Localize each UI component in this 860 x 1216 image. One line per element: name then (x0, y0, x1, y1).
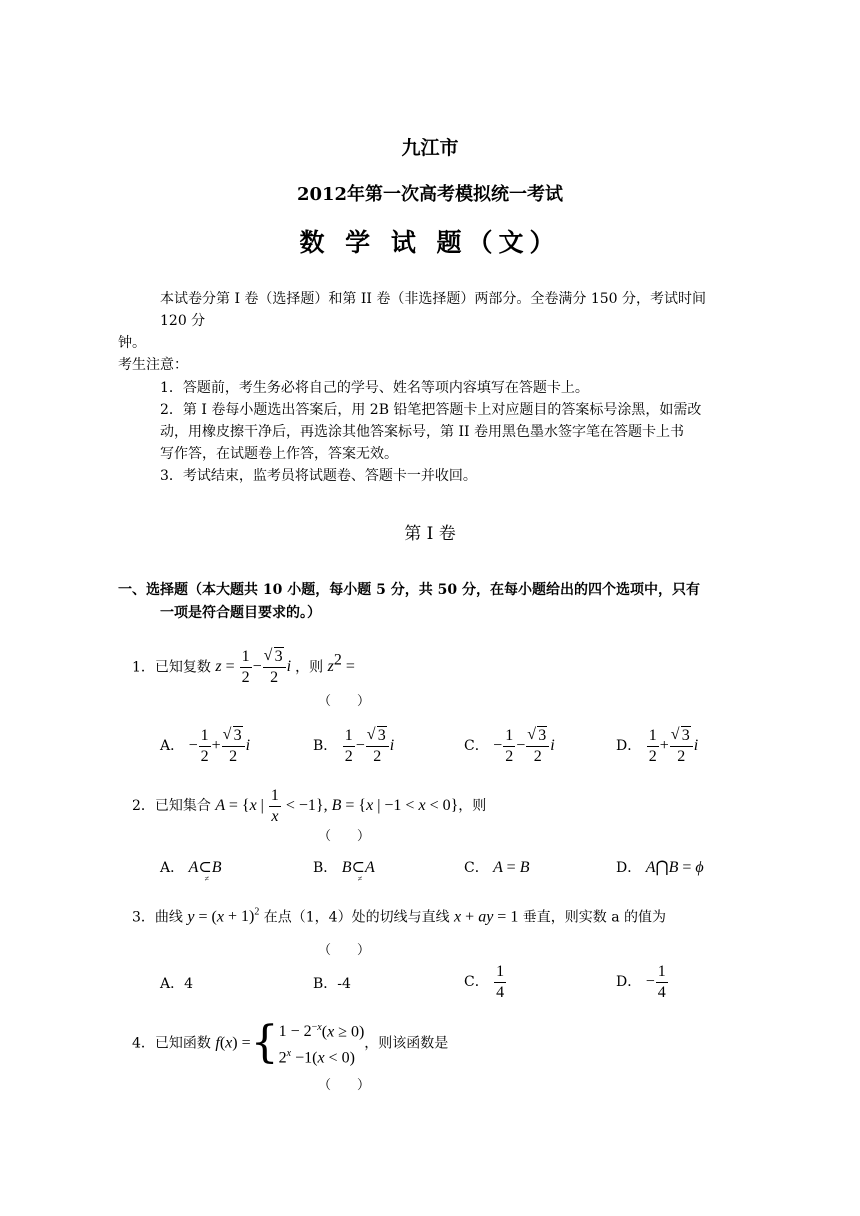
q2-suffix: ，则 (458, 798, 487, 814)
q1-option-c: C． − $\frac{1}{2}$ − √ $\frac{3}{2}$ i (464, 726, 555, 766)
q4-answer-paren: （ ） (318, 1078, 371, 1093)
note-2: 2．第 I 卷每小题选出答案后，用 2B 铅笔把答题卡上对应题目的答案标号涂黑，如需改 (160, 402, 702, 418)
section-title: 一、选择题（本大题共 10 小题，每小题 5 分，共 50 分，在每小题给出的四个选项中，只有 (118, 582, 700, 598)
q3-option-b: B．-4 (313, 976, 351, 992)
q2-option-d: D． A⋂B = ϕ (616, 859, 704, 876)
q3-option-c: C． $\frac{1}{4}$ (464, 962, 505, 1001)
intro-line-2: 120 分 (160, 313, 206, 329)
q4-cases: $1 - 2^{-x}(x \ge 0)$ $2^x -1(x < 0)$ (278, 1022, 365, 1067)
note-2-cont-2: 写作答，在试题卷上作答，答案无效。 (160, 446, 398, 462)
question-2 (132, 786, 486, 826)
q4-formula: f(x) = (215, 1034, 251, 1052)
q1-prefix: 1．已知复数 (132, 659, 211, 676)
question-1 (132, 641, 355, 687)
q3-line: x + ay = 1 (454, 908, 519, 926)
q3-option-a: A．4 (160, 976, 194, 992)
volume-title: 第 I 卷 (404, 524, 456, 544)
section-title-cont: 一项是符合题目要求的。） (160, 605, 321, 621)
q1-option-b: B． $\frac{1}{2}$ − √ $\frac{3}{2}$ i (313, 726, 394, 766)
q1-target: $z^2$ = (327, 652, 355, 676)
q3-prefix: 3．曲线 (132, 909, 183, 926)
q2-prefix: 2．已知集合 (132, 798, 211, 814)
note-1: 1．答题前，考生务必将自己的学号、姓名等项内容填写在答题卡上。 (160, 380, 589, 396)
q4-prefix: 4．已知函数 (132, 1035, 211, 1052)
exam-title: 2012年第一次高考模拟统一考试 (296, 184, 564, 205)
q1-option-d: D． $\frac{1}{2}$ + √ $\frac{3}{2}$ i (616, 726, 698, 766)
q3-mid1: 在点（1，4）处的切线与直线 (263, 909, 450, 926)
note-3: 3．考试结束，监考员将试题卷、答题卡一并收回。 (160, 468, 477, 484)
q1-formula: z = $\frac{1}{2}$ − √ $\frac{3}{2}$ i (215, 658, 295, 675)
q4-suffix: ，则该函数是 (364, 1035, 449, 1052)
notice-title: 考生注意： (118, 357, 188, 373)
q3-option-d: D． − $\frac{1}{4}$ (616, 962, 666, 1001)
question-3 (132, 908, 666, 925)
q2-option-a: A． A⊂B ≠ (160, 859, 222, 883)
q1-answer-paren: （ ） (318, 694, 371, 709)
q2-option-c: C． A = B (464, 859, 530, 876)
intro-line-1: 本试卷分第 I 卷（选择题）和第 II 卷（非选择题）两部分。全卷满分 150 分，考试时间 (160, 291, 707, 307)
note-2-cont: 动，用橡皮擦干净后，再选涂其他答案标号，第 II 卷用黑色墨水签字笔在答题卡上书 (160, 424, 684, 440)
city-title: 九江市 (401, 137, 459, 159)
q1-suffix: ，则 (295, 659, 324, 676)
q2-option-b: B． B⊂A ≠ (313, 859, 375, 883)
question-4: 4．已知函数 f(x) ={ $1 - 2^{-x}(x \ge 0)$ $2^x -1(x < 0)$ ，则该函数是 (132, 1017, 449, 1069)
intro-line-3: 钟。 (118, 335, 146, 351)
q3-mid2: 垂直，则实数 a 的值为 (522, 909, 667, 926)
q3-curve: $y = (x + 1)^2$ (187, 907, 260, 926)
q1-option-a: A． − $\frac{1}{2}$ + √ $\frac{3}{2}$ i (160, 726, 250, 766)
q2-formula: A = {x | $\frac{1}{x}$ < −1}, B = {x | −1 < x < 0} (215, 786, 459, 825)
q2-answer-paren: （ ） (318, 829, 371, 844)
q3-answer-paren: （ ） (318, 943, 371, 958)
subject-title: 数 学 试 题（文） (299, 228, 561, 257)
